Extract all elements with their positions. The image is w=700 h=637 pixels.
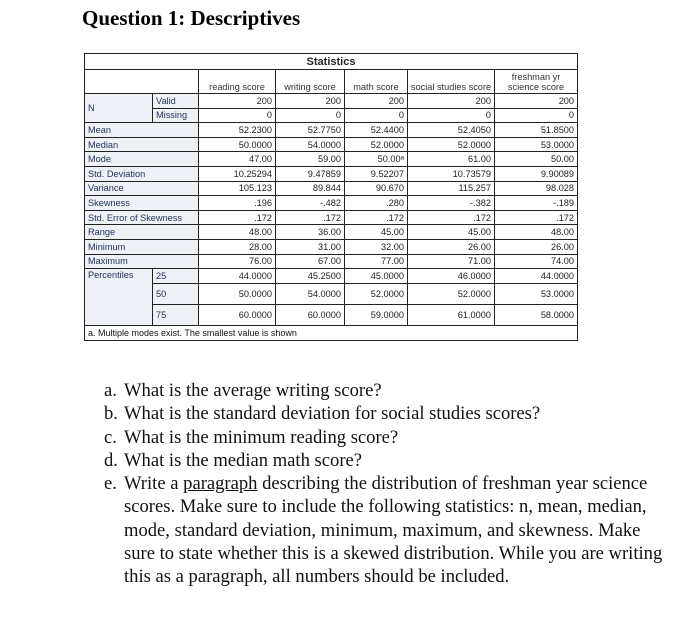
table-cell: .172 (276, 210, 345, 225)
table-cell: 200 (408, 94, 495, 109)
table-cell: 50.0000 (199, 137, 276, 152)
header-social-studies-score: social studies score (408, 70, 495, 94)
table-row (85, 196, 578, 211)
table-cell: 115.257 (408, 181, 495, 196)
table-cell: 54.0000 (276, 283, 345, 304)
table-cell: 71.00 (408, 254, 495, 269)
question-text: What is the median math score? (124, 449, 363, 471)
table-cell: 90.670 (345, 181, 408, 196)
table-cell: 53.0000 (495, 283, 578, 304)
header-reading-score: reading score (199, 70, 276, 94)
table-cell: 0 (199, 108, 276, 123)
question-title: Question 1: Descriptives (82, 6, 301, 30)
table-cell: -.382 (408, 196, 495, 211)
table-cell: 0 (495, 108, 578, 123)
table-cell: 200 (199, 94, 276, 109)
row-label-valid: Valid (153, 94, 199, 109)
question-text-pre: Write a (124, 473, 184, 495)
percentile-rows (85, 269, 578, 326)
table-cell: 74.00 (495, 254, 578, 269)
table-cell: 52.0000 (408, 137, 495, 152)
row-label: Std. Deviation (85, 166, 199, 181)
table-cell: 59.0000 (345, 304, 408, 325)
table-cell: 50.0000 (199, 283, 276, 304)
table-cell: 45.00 (345, 225, 408, 240)
table-cell: .172 (495, 210, 578, 225)
table-cell: 48.00 (199, 225, 276, 240)
table-cell: .196 (199, 196, 276, 211)
question-item (104, 379, 664, 402)
table-cell: 200 (345, 94, 408, 109)
stat-rows (85, 123, 578, 269)
table-cell: 89.844 (276, 181, 345, 196)
statistics-table (84, 53, 578, 341)
table-cell: .172 (408, 210, 495, 225)
table-cell: 61.0000 (408, 304, 495, 325)
table-row-valid (85, 94, 578, 109)
table-cell: 44.0000 (495, 269, 578, 284)
table-cell: 26.00 (408, 239, 495, 254)
question-text-post: describing the distribution of freshman year science scores. Make sure to include the following statistics: n, mean, median, mode, standard deviation, minimum, maximum, and skewness. Make sure to state whether this is a skewed distribution. While you are writing this as a paragraph, all numbers should be included. (124, 473, 663, 588)
table-row (85, 304, 578, 325)
table-cell: 77.00 (345, 254, 408, 269)
question-text: What is the standard deviation for social studies scores? (124, 403, 541, 425)
row-label: Variance (85, 181, 199, 196)
table-cell: 67.00 (276, 254, 345, 269)
table-cell: .172 (199, 210, 276, 225)
table-cell: -.189 (495, 196, 578, 211)
header-freshman-science-score: freshman yr science score (495, 70, 578, 94)
percentile-label: 25 (153, 269, 199, 284)
table-cell: 44.0000 (199, 269, 276, 284)
table-row (85, 137, 578, 152)
table-row (85, 181, 578, 196)
table-cell: 52.0000 (408, 283, 495, 304)
question-item (104, 449, 664, 472)
table-row (85, 123, 578, 138)
table-title-row (85, 54, 578, 70)
row-label-percentiles: Percentiles (85, 269, 153, 326)
table-title: Statistics (85, 54, 578, 70)
question-item (104, 472, 664, 588)
row-label: Mean (85, 123, 199, 138)
header-writing-score: writing score (276, 70, 345, 94)
table-cell: 45.00 (408, 225, 495, 240)
table-cell: 54.0000 (276, 137, 345, 152)
table-cell: 76.00 (199, 254, 276, 269)
table-footnote: a. Multiple modes exist. The smallest value is shown (85, 325, 578, 340)
table-cell: 52.0000 (345, 283, 408, 304)
table-cell: 52.0000 (345, 137, 408, 152)
row-label-n: N (85, 94, 153, 123)
table-row (85, 166, 578, 181)
table-cell: 26.00 (495, 239, 578, 254)
table-row (85, 254, 578, 269)
header-math-score: math score (345, 70, 408, 94)
table-cell: 52.7750 (276, 123, 345, 138)
table-cell: 52.4400 (345, 123, 408, 138)
table-cell: 200 (276, 94, 345, 109)
question-letter: d. (104, 449, 118, 471)
row-label: Mode (85, 152, 199, 167)
table-cell: 9.90089 (495, 166, 578, 181)
footnote-row (85, 325, 578, 340)
row-label: Minimum (85, 239, 199, 254)
header-blank (85, 70, 199, 94)
table-row (85, 269, 578, 284)
question-item (104, 426, 664, 449)
table-cell: 45.2500 (276, 269, 345, 284)
question-letter: b. (104, 403, 118, 425)
percentile-label: 50 (153, 283, 199, 304)
underlined-word: paragraph (183, 473, 258, 495)
table-cell: 10.25294 (199, 166, 276, 181)
table-cell: 48.00 (495, 225, 578, 240)
table-cell: 105.123 (199, 181, 276, 196)
table-cell: 31.00 (276, 239, 345, 254)
table-cell: 32.00 (345, 239, 408, 254)
table-cell: 51.8500 (495, 123, 578, 138)
table-cell: 10.73579 (408, 166, 495, 181)
table-cell: 9.52207 (345, 166, 408, 181)
table-cell: 52.2300 (199, 123, 276, 138)
table-cell: 60.0000 (199, 304, 276, 325)
table-cell: 0 (408, 108, 495, 123)
question-letter: e. (104, 473, 117, 495)
table-cell: .172 (345, 210, 408, 225)
question-text: What is the average writing score? (124, 380, 382, 401)
question-letter: c. (104, 426, 117, 448)
table-cell: 200 (495, 94, 578, 109)
table-cell: 47.00 (199, 152, 276, 167)
row-label-missing: Missing (153, 108, 199, 123)
row-label: Range (85, 225, 199, 240)
row-label: Median (85, 137, 199, 152)
table-cell: 46.0000 (408, 269, 495, 284)
row-label: Skewness (85, 196, 199, 211)
table-row (85, 283, 578, 304)
table-cell: .280 (345, 196, 408, 211)
table-cell: 61.00 (408, 152, 495, 167)
table-cell: 98.028 (495, 181, 578, 196)
table-cell: 50.00 (495, 152, 578, 167)
table-cell: 36.00 (276, 225, 345, 240)
table-cell: 9.47859 (276, 166, 345, 181)
table-cell: 59.00 (276, 152, 345, 167)
question-item (104, 402, 664, 425)
table-cell: 58.0000 (495, 304, 578, 325)
table-row (85, 210, 578, 225)
row-label: Std. Error of Skewness (85, 210, 199, 225)
table-cell: 60.0000 (276, 304, 345, 325)
table-cell: 53.0000 (495, 137, 578, 152)
percentile-label: 75 (153, 304, 199, 325)
question-letter: a. (104, 380, 117, 401)
table-cell: 45.0000 (345, 269, 408, 284)
table-row (85, 225, 578, 240)
table-cell: 28.00 (199, 239, 276, 254)
table-cell: -.482 (276, 196, 345, 211)
table-row (85, 152, 578, 167)
table-cell: 0 (276, 108, 345, 123)
question-text: What is the minimum reading score? (124, 426, 399, 448)
question-list (104, 379, 664, 589)
table-row-missing (85, 108, 578, 123)
table-cell: 52.4050 (408, 123, 495, 138)
table-cell: 50.00ᵃ (345, 152, 408, 167)
table-cell: 0 (345, 108, 408, 123)
header-row (85, 70, 578, 94)
table-row (85, 239, 578, 254)
row-label: Maximum (85, 254, 199, 269)
